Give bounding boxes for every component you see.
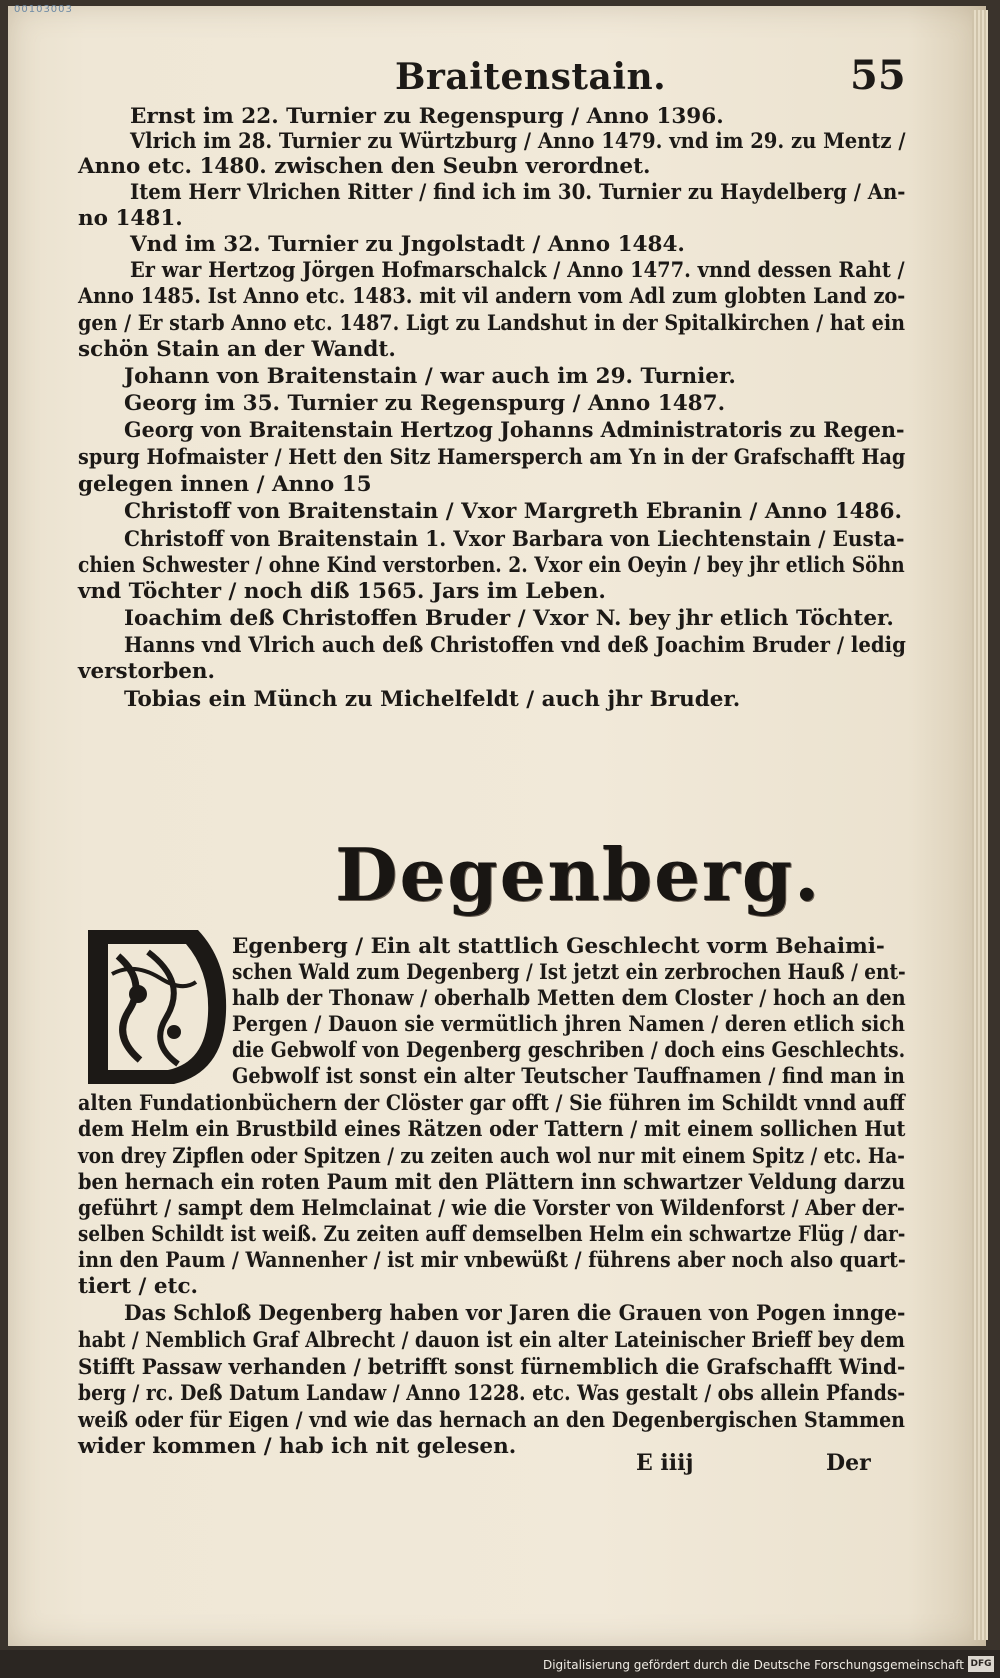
shelfmark: 00103003 (14, 4, 73, 15)
text-line: Georg von Braitenstain Hertzog Johanns Administratoris zu Regen- (124, 418, 905, 443)
text-line: spurg Hofmaister / Hett den Sitz Hamersperch am Yn in der Grafschafft Hag (78, 445, 906, 470)
signature-mark: E iiij (636, 1450, 694, 1476)
text-line: Ernst im 22. Turnier zu Regenspurg / Anno 1396. (130, 104, 724, 129)
text-line: Stifft Passaw verhanden / betrifft sonst fürnemblich die Grafschafft Wind- (78, 1355, 906, 1380)
text-line: schen Wald zum Degenberg / Ist jetzt ein zerbrochen Hauß / ent- (232, 960, 906, 985)
text-line: Johann von Braitenstain / war auch im 29. Turnier. (124, 364, 736, 389)
text-line: Das Schloß Degenberg haben vor Jaren die Grauen von Pogen innge- (124, 1301, 906, 1326)
dfg-logo: DFG (968, 1656, 994, 1672)
text-line: Pergen / Dauon sie vermütlich jhren Namen / deren etlich sich (232, 1012, 905, 1037)
text-line: Anno etc. 1480. zwischen den Seubn verordnet. (78, 154, 651, 179)
text-line: habt / Nemblich Graf Albrecht / dauon ist ein alter Lateinischer Brieff bey dem (78, 1328, 905, 1353)
drop-cap-letter: D (153, 1032, 155, 1033)
text-line: Tobias ein Münch zu Michelfeldt / auch jhr Bruder. (124, 687, 741, 712)
text-line: inn den Paum / Wannenher / ist mir vnbewüßt / führens aber noch also quart- (78, 1248, 906, 1273)
text-line: tiert / etc. (78, 1274, 199, 1299)
text-line: ben hernach ein roten Paum mit den Plättern inn schwartzer Veldung darzu (78, 1170, 906, 1195)
text-line: Anno 1485. Ist Anno etc. 1483. mit vil andern vom Adl zum globten Land zo- (78, 284, 906, 309)
text-line: Christoff von Braitenstain 1. Vxor Barbara von Liechtenstain / Eusta- (124, 527, 905, 552)
text-line: berg / rc. Deß Datum Landaw / Anno 1228. etc. Was gestalt / obs allein Pfands- (78, 1381, 906, 1406)
text-line: Hanns vnd Vlrich auch deß Christoffen vnd deß Joachim Bruder / ledig (124, 633, 906, 658)
text-line: gelegen innen / Anno 15 (78, 472, 372, 497)
text-line: weiß oder für Eigen / vnd wie das hernach an den Degenbergischen Stammen (78, 1408, 905, 1433)
text-line: no 1481. (78, 206, 183, 231)
text-line: dem Helm ein Brustbild eines Rätzen oder Tattern / mit einem sollichen Hut (78, 1117, 906, 1142)
footer-bar (0, 1650, 1000, 1678)
text-line: geführt / sampt dem Helmclainat / wie die Vorster von Wildenforst / Aber der- (78, 1196, 905, 1221)
text-line: Vnd im 32. Turnier zu Jngolstadt / Anno 1484. (130, 232, 685, 257)
text-line: halb der Thonaw / oberhalb Metten dem Closter / hoch an den (232, 986, 906, 1011)
footer-credit: Digitalisierung gefördert durch die Deutsche Forschungsgemeinschaft (542, 1658, 964, 1672)
text-line: Christoff von Braitenstain / Vxor Margreth Ebranin / Anno 1486. (124, 499, 902, 524)
text-line: vnd Töchter / noch diß 1565. Jars im Leben. (78, 579, 606, 604)
text-line: von drey Zipflen oder Spitzen / zu zeiten auch wol nur mit einem Spitz / etc. Ha- (78, 1144, 905, 1169)
text-line: schön Stain an der Wandt. (78, 337, 396, 362)
text-line: selben Schildt ist weiß. Zu zeiten auff demselben Helm ein schwartze Flüg / dar- (78, 1222, 906, 1247)
text-line: Item Herr Vlrichen Ritter / find ich im 30. Turnier zu Haydelberg / An- (130, 180, 906, 205)
text-line: Ioachim deß Christoffen Bruder / Vxor N. bey jhr etlich Töchter. (124, 606, 894, 631)
text-line: die Gebwolf von Degenberg geschriben / doch eins Geschlechts. (232, 1038, 906, 1063)
running-head: Braitenstain. (395, 56, 667, 98)
text-line: Vlrich im 28. Turnier zu Würtzburg / Anno 1479. vnd im 29. zu Mentz / (130, 129, 906, 154)
folio-number: 55 (850, 52, 906, 99)
text-line: wider kommen / hab ich nit gelesen. (78, 1434, 517, 1459)
text-line: gen / Er starb Anno etc. 1487. Ligt zu Landshut in der Spitalkirchen / hat ein (78, 311, 906, 336)
text-line: alten Fundationbüchern der Clöster gar offt / Sie führen im Schildt vnnd auff (78, 1091, 905, 1116)
section-title: Degenberg. (335, 832, 822, 917)
catchword: Der (826, 1450, 871, 1476)
text-line: verstorben. (78, 659, 216, 684)
text-line: chien Schwester / ohne Kind verstorben. 2. Vxor ein Oeyin / bey jhr etlich Söhn (78, 553, 905, 578)
text-line: Georg im 35. Turnier zu Regenspurg / Anno 1487. (124, 391, 726, 416)
text-line: Egenberg / Ein alt stattlich Geschlecht vorm Behaimi- (232, 934, 885, 959)
text-line: Gebwolf ist sonst ein alter Teutscher Tauffnamen / find man in (232, 1064, 905, 1089)
text-line: Er war Hertzog Jörgen Hofmarschalck / Anno 1477. vnnd dessen Raht / (130, 258, 905, 283)
